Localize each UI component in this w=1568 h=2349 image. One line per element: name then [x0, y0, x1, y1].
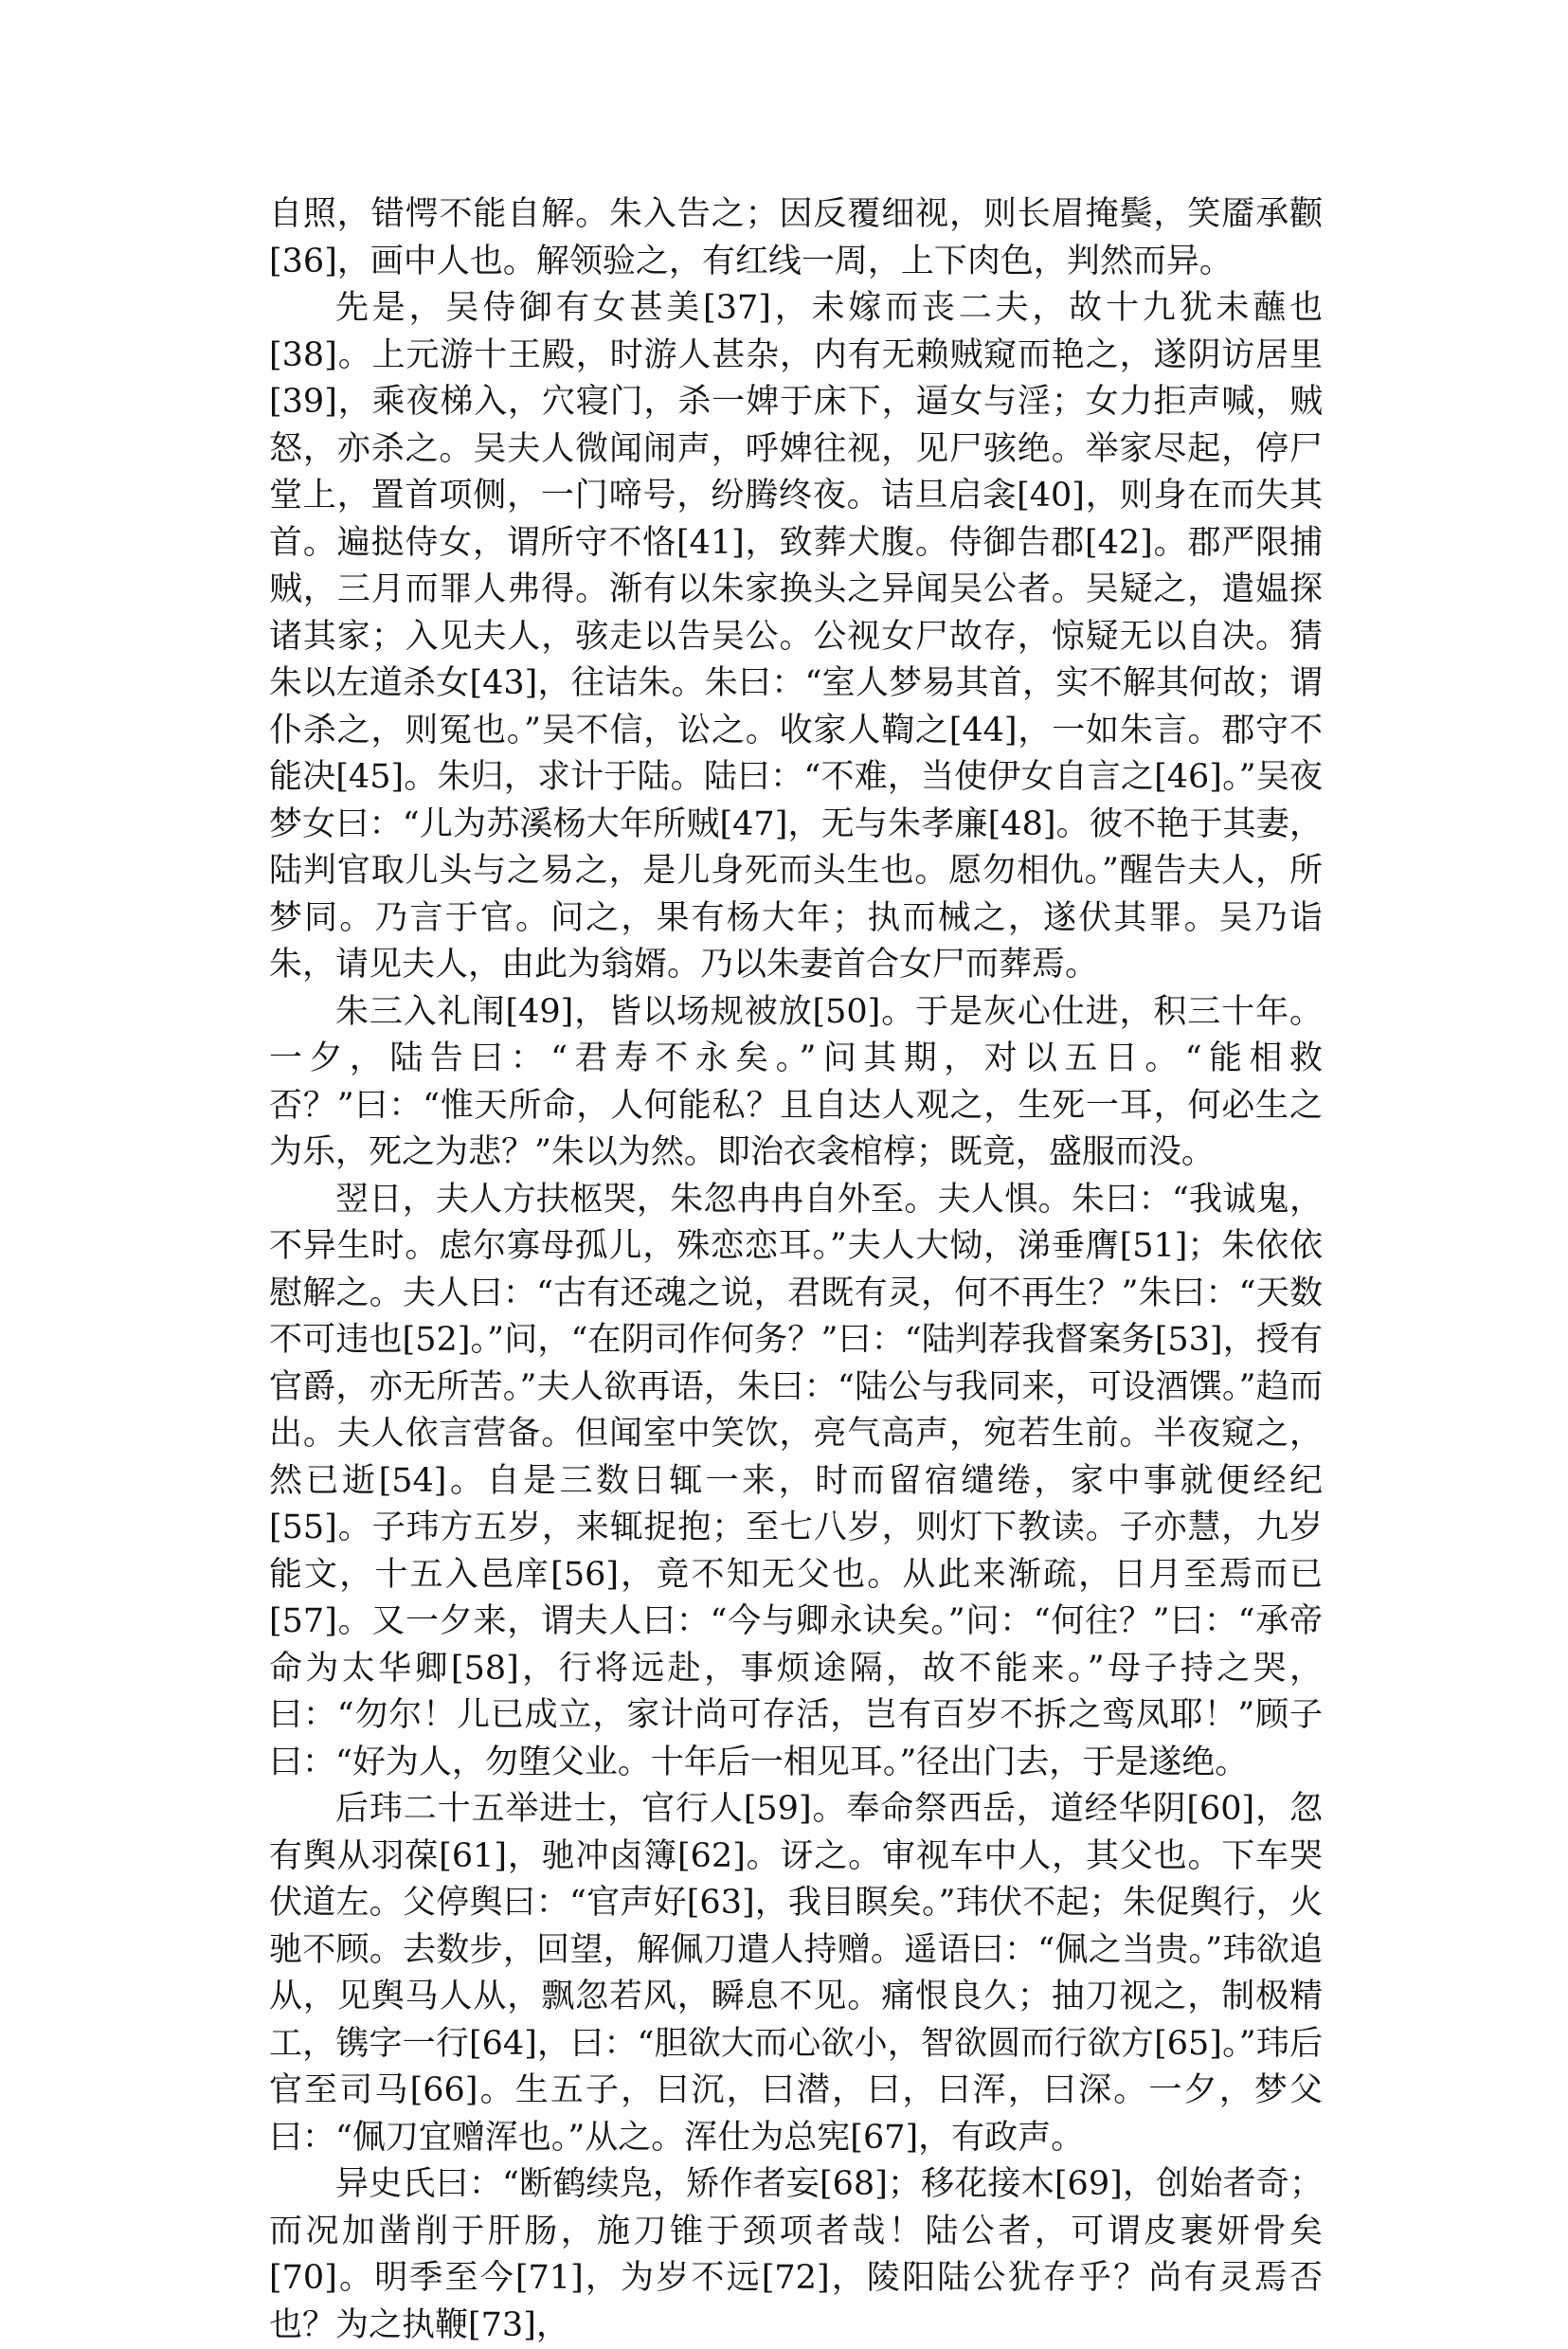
paragraph-1: 自照，错愕不能自解。朱入告之；因反覆细视，则长眉掩鬓，笑靥承颧[36]，画中人也。解领验之，有红线一周，上下肉色，判然而异。 [269, 195, 1323, 280]
paragraph-5: 后玮二十五举进士，官行人[59]。奉命祭西岳，道经华阴[60]，忽有舆从羽葆[61]，驰冲卤簿[62]。讶之。审视车中人，其父也。下车哭伏道左。父停舆曰：“官声好[63]，我目瞑矣。”玮伏不起；朱促舆行，火驰不顾。去数步，回望，解佩刀遣人持赠。遥语曰：“佩之当贵。”玮欲追从，见舆马人从，飘忽若风，瞬息不见。痛恨良久；抽刀视之，制极精工，镌字一行[64]，曰：“胆欲大而心欲小，智欲圆而行欲方[65]。”玮后官至司马[66]。生五子，曰沉，曰潜，曰，曰浑，曰深。一夕，梦父曰：“佩刀宜赠浑也。”从之。浑仕为总宪[67]，有政声。 [269, 1790, 1323, 2157]
paragraph-6: 异史氏曰：“断鹤续凫，矫作者妄[68]；移花接木[69]，创始者奇；而况加凿削于肝肠，施刀锥于颈项者哉！陆公者，可谓皮裹妍骨矣[70]。明季至今[71]，为岁不远[72]，陵阳陆公犹存乎？尚有灵焉否也？为之执鞭[73]， [269, 2165, 1323, 2344]
paragraph-3: 朱三入礼闱[49]，皆以场规被放[50]。于是灰心仕进，积三十年。一夕，陆告曰：“君寿不永矣。”问其期，对以五日。“能相救否？”曰：“惟天所命，人何能私？且自达人观之，生死一耳，何必生之为乐，死之为悲？”朱以为然。即治衣衾棺椁；既竟，盛服而没。 [269, 992, 1323, 1171]
paragraph-4: 翌日，夫人方扶柩哭，朱忽冉冉自外至。夫人惧。朱曰：“我诚鬼，不异生时。虑尔寡母孤儿，殊恋恋耳。”夫人大恸，涕垂膺[51]；朱依依慰解之。夫人曰：“古有还魂之说，君既有灵，何不再生？”朱曰：“天数不可违也[52]。”问，“在阴司作何务？”曰：“陆判荐我督案务[53]，授有官爵，亦无所苦。”夫人欲再语，朱曰：“陆公与我同来，可设酒馔。”趋而出。夫人依言营备。但闻室中笑饮，亮气高声，宛若生前。半夜窥之，然已逝[54]。自是三数日辄一来，时而留宿缱绻，家中事就便经纪[55]。子玮方五岁，来辄捉抱；至七八岁，则灯下教读。子亦慧，九岁能文，十五入邑庠[56]，竟不知无父也。从此来渐疏，日月至焉而已[57]。又一夕来，谓夫人曰：“今与卿永诀矣。”问：“何往？”曰：“承帝命为太华卿[58]，行将远赴，事烦途隔，故不能来。”母子持之哭，曰：“勿尔！儿已成立，家计尚可存活，岂有百岁不拆之鸾凤耶！”顾子曰：“好为人，勿堕父业。十年后一相见耳。”径出门去，于是遂绝。 [269, 1180, 1323, 1781]
document-page [269, 191, 1323, 2349]
paragraph-2: 先是，吴侍御有女甚美[37]，未嫁而丧二夫，故十九犹未蘸也[38]。上元游十王殿，时游人甚杂，内有无赖贼窥而艳之，遂阴访居里[39]，乘夜梯入，穴寝门，杀一婢于床下，逼女与淫；女力拒声喊，贼怒，亦杀之。吴夫人微闻闹声，呼婢往视，见尸骇绝。举家尽起，停尸堂上，置首项侧，一门啼号，纷腾终夜。诘旦启衾[40]，则身在而失其首。遍挞侍女，谓所守不恪[41]，致葬犬腹。侍御告郡[42]。郡严限捕贼，三月而罪人弗得。渐有以朱家换头之异闻吴公者。吴疑之，遣媪探诸其家；入见夫人，骇走以告吴公。公视女尸故存，惊疑无以自决。猜朱以左道杀女[43]，往诘朱。朱曰：“室人梦易其首，实不解其何故；谓仆杀之，则冤也。”吴不信，讼之。收家人鞫之[44]，一如朱言。郡守不能决[45]。朱归，求计于陆。陆曰：“不难，当使伊女自言之[46]。”吴夜梦女曰：“儿为苏溪杨大年所贼[47]，无与朱孝廉[48]。彼不艳于其妻，陆判官取儿头与之易之，是儿身死而头生也。愿勿相仇。”醒告夫人，所梦同。乃言于官。问之，果有杨大年；执而械之，遂伏其罪。吴乃诣朱，请见夫人，由此为翁婿。乃以朱妻首合女尸而葬焉。 [269, 289, 1323, 984]
